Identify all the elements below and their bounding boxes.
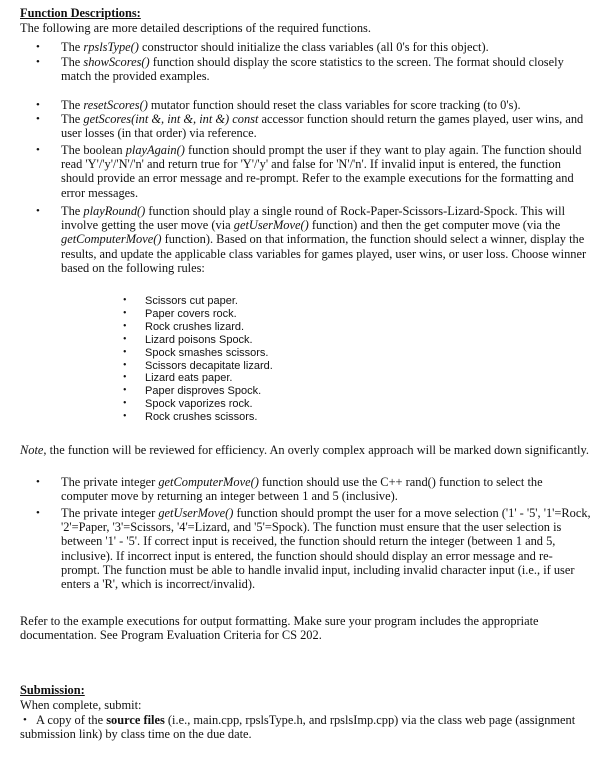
bullet-item-play-round: The playRound() function should play a single round of Rock-Paper-Scissors-Lizard-Spock. This will involve getting the user move (via getUserMove() function) and then the get computer move (via the getComputerMove() function). Based on that information, the function should select a winner, display the results, and update the applicable class variables for games played, user wins, or user loss. Choose winner based on the following rules: bbox=[61, 204, 587, 275]
closing-paragraph: Refer to the example executions for output formatting. Make sure your program includes the appropriate documentation. See Program Evaluation Criteria for CS 202. bbox=[20, 614, 539, 643]
bullet-item-get-computer-move: The private integer getComputerMove() function should use the C++ rand() function to select the computer move by returning an integer between 1 and 5 (inclusive). bbox=[61, 475, 543, 504]
list-item: • Scissors cut paper. bbox=[123, 295, 238, 307]
list-item: • Paper disproves Spock. bbox=[123, 385, 262, 398]
bullet-icon: • bbox=[123, 372, 127, 384]
bullet-icon: • bbox=[36, 205, 40, 217]
list-item: • Lizard eats paper. bbox=[123, 372, 233, 385]
bullet-item-play-again: The boolean playAgain() function should prompt the user if they want to play again. The function should read 'Y'/'y'/'N'/'n' and return true for 'Y'/'y' and false for 'N'/'n'. If invalid input is entered, the function should provide an error message and re-prompt. Refer to the example executions for the formatting and error messages. bbox=[61, 143, 582, 200]
bullet-item-reset-scores: The resetScores() mutator function should reset the class variables for score tracking (to 0's). bbox=[61, 98, 521, 112]
submission-item: A copy of the source files (i.e., main.cpp, rpslsType.h, and rpslsImp.cpp) via the class web page (assignment submission link) by class time on the due date. bbox=[20, 713, 576, 742]
bullet-icon: • bbox=[36, 144, 40, 156]
bullet-icon: • bbox=[36, 476, 40, 488]
list-item: • Spock smashes scissors. bbox=[123, 346, 269, 359]
list-item: • Rock crushes lizard. bbox=[123, 320, 245, 333]
bullet-icon: • bbox=[123, 346, 127, 358]
bullet-item-constructor: The rpslsType() constructor should initialize the class variables (all 0's for this object). bbox=[61, 40, 489, 54]
list-item: • Paper covers rock. bbox=[123, 307, 237, 320]
list-item: • Lizard poisons Spock. bbox=[123, 333, 253, 346]
bullet-icon: • bbox=[36, 99, 40, 111]
list-item: • Rock crushes scissors. bbox=[123, 411, 258, 424]
bullet-icon: • bbox=[36, 113, 40, 125]
bullet-icon: • bbox=[123, 385, 127, 397]
submission-intro: When complete, submit: bbox=[20, 698, 142, 712]
section-heading-submission: Submission: bbox=[20, 683, 85, 697]
bullet-icon: • bbox=[123, 295, 127, 306]
bullet-item-get-scores: The getScores(int &, int &, int &) const accessor function should return the games played, user wins, and user losses (in that order) via reference. bbox=[61, 112, 584, 141]
intro-text: The following are more detailed descriptions of the required functions. bbox=[20, 21, 371, 35]
list-item: • Spock vaporizes rock. bbox=[123, 398, 253, 411]
bullet-icon: • bbox=[123, 307, 127, 319]
list-item: • Scissors decapitate lizard. bbox=[123, 359, 273, 372]
bullet-icon: • bbox=[123, 411, 127, 423]
bullet-icon: • bbox=[23, 714, 27, 726]
bullet-icon: • bbox=[123, 320, 127, 332]
bullet-item-show-scores: The showScores() function should display the score statistics to the screen. The format should closely match the provided examples. bbox=[61, 55, 564, 84]
rules-list bbox=[117, 295, 273, 424]
bullet-icon: • bbox=[123, 398, 127, 410]
note-paragraph: Note, the function will be reviewed for efficiency. An overly complex approach will be marked down significantly. bbox=[20, 443, 589, 457]
bullet-icon: • bbox=[36, 41, 40, 53]
bullet-item-get-user-move: The private integer getUserMove() function should prompt the user for a move selection ('1' - '5', '1'=Rock, '2'=Paper, '3'=Scissors, '4'=Lizard, and '5'=Spock). The function must ensure that the user selection is between '1' - '5'. If correct input is received, the function should return the integer (between 1 and 5, inclusive). If incorrect input is entered, the function should should display an error message and re-prompt. The function must be able to handle invalid input, including invalid character input (i.e., if user enters a 'R', which is incorrect/invalid). bbox=[61, 506, 591, 592]
section-heading-function-descriptions: Function Descriptions: bbox=[20, 6, 141, 20]
bullet-icon: • bbox=[123, 359, 127, 371]
bullet-icon: • bbox=[36, 507, 40, 519]
bullet-icon: • bbox=[36, 56, 40, 68]
bullet-icon: • bbox=[123, 333, 127, 345]
